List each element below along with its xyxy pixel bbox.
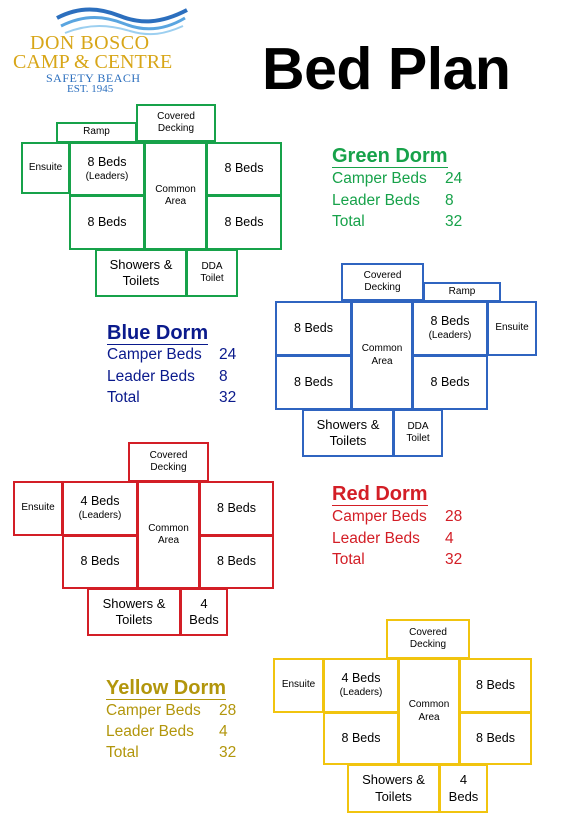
room-showers-toilets: Showers & Toilets	[87, 588, 181, 636]
room-beds: 8 Beds	[275, 301, 352, 356]
blue-camper-row: Camper Beds 24	[107, 346, 237, 363]
red-total-row: Total 32	[332, 551, 463, 568]
page-title: Bed Plan	[262, 36, 511, 102]
room-ensuite: Ensuite	[487, 301, 537, 356]
room-leader-beds: 4 Beds (Leaders)	[62, 481, 138, 536]
logo	[0, 0, 200, 100]
room-beds: 8 Beds	[206, 142, 282, 196]
room-common-area: Common Area	[351, 301, 413, 410]
room-showers-toilets: Showers & Toilets	[302, 409, 394, 457]
room-ramp: Ramp	[56, 122, 137, 143]
room-ramp: Ramp	[423, 282, 501, 302]
blue-total-row: Total 32	[107, 389, 237, 406]
room-covered-decking: Covered Decking	[128, 442, 209, 482]
blue-leader-row: Leader Beds 8	[107, 368, 228, 385]
room-four-beds: 4 Beds	[439, 764, 488, 813]
room-four-beds: 4 Beds	[180, 588, 228, 636]
room-showers-toilets: Showers & Toilets	[95, 249, 187, 297]
room-beds: 8 Beds	[69, 195, 145, 250]
yellow-leader-row: Leader Beds 4	[106, 723, 228, 740]
logo-name: DON BOSCO	[30, 32, 150, 54]
room-common-area: Common Area	[398, 658, 460, 765]
room-covered-decking: Covered Decking	[386, 619, 470, 659]
room-ensuite: Ensuite	[13, 481, 63, 536]
room-leader-beds: 8 Beds (Leaders)	[412, 301, 488, 356]
logo-established: EST. 1945	[67, 83, 114, 95]
red-camper-row: Camper Beds 28	[332, 508, 463, 525]
logo-location: SAFETY BEACH	[46, 71, 141, 85]
room-leader-beds: 8 Beds (Leaders)	[69, 142, 145, 196]
room-beds: 8 Beds	[412, 355, 488, 410]
room-beds: 8 Beds	[199, 481, 274, 536]
room-beds: 8 Beds	[275, 355, 352, 410]
room-dda-toilet: DDA Toilet	[393, 409, 443, 457]
room-ensuite: Ensuite	[21, 142, 70, 194]
room-beds: 8 Beds	[323, 712, 399, 765]
room-beds: 8 Beds	[459, 712, 532, 765]
room-dda-toilet: DDA Toilet	[186, 249, 238, 297]
green-leader-row: Leader Beds 8	[332, 192, 454, 209]
yellow-camper-row: Camper Beds 28	[106, 702, 237, 719]
logo-subname: CAMP & CENTRE	[13, 51, 173, 73]
blue-dorm-title: Blue Dorm	[107, 322, 209, 344]
room-common-area: Common Area	[137, 481, 200, 589]
green-dorm-title: Green Dorm	[332, 145, 448, 167]
red-dorm-title: Red Dorm	[332, 483, 428, 505]
red-leader-row: Leader Beds 4	[332, 530, 454, 547]
room-beds: 8 Beds	[206, 195, 282, 250]
room-leader-beds: 4 Beds (Leaders)	[323, 658, 399, 713]
room-beds: 8 Beds	[199, 535, 274, 589]
green-total-row: Total 32	[332, 213, 463, 230]
green-camper-row: Camper Beds 24	[332, 170, 463, 187]
room-beds: 8 Beds	[62, 535, 138, 589]
room-covered-decking: Covered Decking	[341, 263, 424, 301]
room-showers-toilets: Showers & Toilets	[347, 764, 440, 813]
room-ensuite: Ensuite	[273, 658, 324, 713]
room-beds: 8 Beds	[459, 658, 532, 713]
room-common-area: Common Area	[144, 142, 207, 250]
yellow-dorm-title: Yellow Dorm	[106, 677, 227, 699]
room-covered-decking: Covered Decking	[136, 104, 216, 142]
yellow-total-row: Total 32	[106, 744, 237, 761]
